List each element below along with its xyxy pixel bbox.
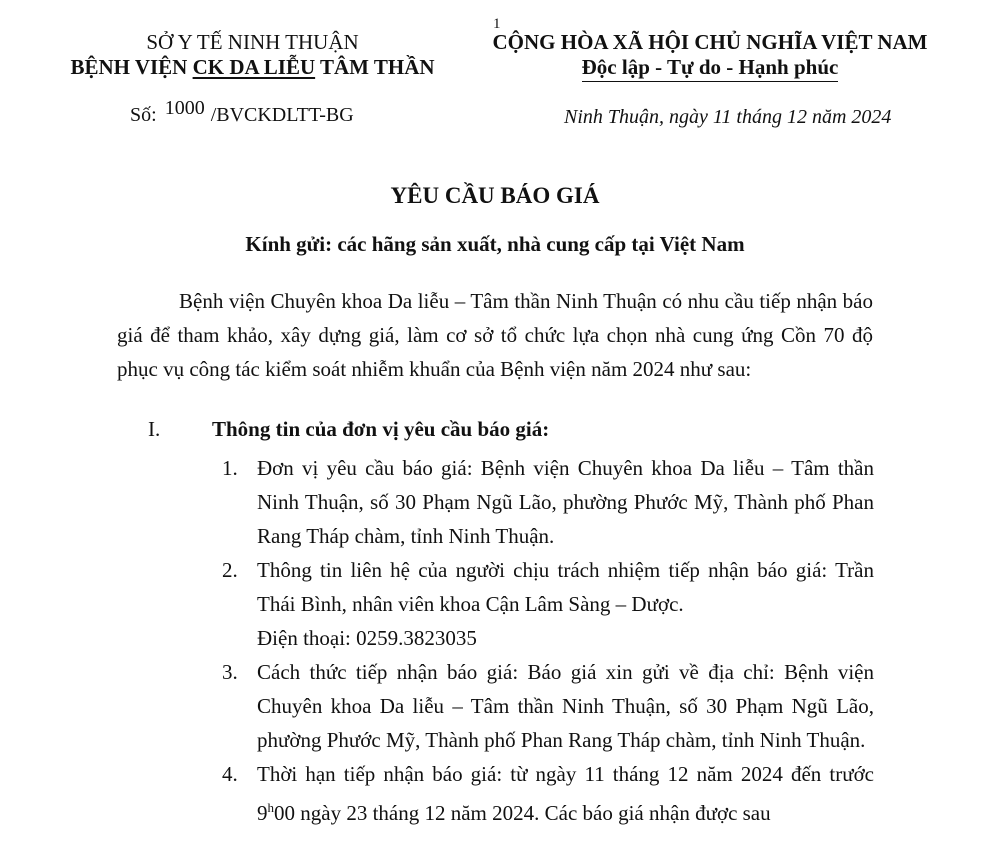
national-motto: Độc lập - Tự do - Hạnh phúc xyxy=(582,55,839,82)
agency-name: SỞ Y TẾ NINH THUẬN xyxy=(146,30,359,54)
hospital-name: BỆNH VIỆN CK DA LIỄU TÂM THẦN xyxy=(70,55,435,79)
national-header xyxy=(470,30,950,82)
section-number: I. xyxy=(148,417,161,441)
numbered-list xyxy=(222,451,874,830)
hospital-name-underlined: CK DA LIỄU xyxy=(192,55,316,79)
list-item: 1. Đơn vị yêu cầu báo giá: Bệnh viện Chuyên khoa Da liễu – Tâm thần Ninh Thuận, số 30 Phạm Ngũ Lão, phường Phước Mỹ, Thành phố Phan Rang Tháp chàm, tỉnh Ninh Thuận. xyxy=(222,456,874,548)
document-code: /BVCKDLTT-BG xyxy=(210,104,354,126)
nation-name: CỘNG HÒA XÃ HỘI CHỦ NGHĨA VIỆT NAM xyxy=(492,30,928,54)
document-number-value: 1000 xyxy=(164,97,205,119)
list-item: 3. Cách thức tiếp nhận báo giá: Báo giá xin gửi về địa chỉ: Bệnh viện Chuyên khoa Da liễu – Tâm thần Ninh Thuận, số 30 Phạm Ngũ Lão, phường Phước Mỹ, Thành phố Phan Rang Tháp chàm, tỉnh Ninh Thuận. xyxy=(222,660,874,752)
section-title: Thông tin của đơn vị yêu cầu báo giá: xyxy=(212,417,550,441)
issuing-agency-header xyxy=(40,30,465,80)
document-title: YÊU CẦU BÁO GIÁ xyxy=(390,183,600,208)
list-item: 4. Thời hạn tiếp nhận báo giá: từ ngày 11 tháng 12 năm 2024 đến trước 9$^h$00 ngày 23 tháng 12 năm 2024. Các báo giá nhận được sau xyxy=(222,762,874,825)
contact-phone: Điện thoại: 0259.3823035 xyxy=(257,626,477,650)
intro-paragraph: Bệnh viện Chuyên khoa Da liễu – Tâm thần Ninh Thuận có nhu cầu tiếp nhận báo giá để tham khảo, xây dựng giá, làm cơ sở tổ chức lựa chọn nhà cung ứng Cồn 70 độ phục vụ công tác kiểm soát nhiễm khuẩn của Bệnh viện năm 2024 như sau: xyxy=(117,289,873,381)
list-item: 2. Thông tin liên hệ của người chịu trách nhiệm tiếp nhận báo giá: Trần Thái Bình, nhân viên khoa Cận Lâm Sàng – Dược. Điện thoại: 0259.3823035 xyxy=(222,558,874,650)
recipient-line: Kính gửi: các hãng sản xuất, nhà cung cấp tại Việt Nam xyxy=(245,232,745,256)
section-heading xyxy=(148,417,549,442)
page-number: 1 xyxy=(493,16,501,32)
document-number: Số: 1000 /BVCKDLTT-BG xyxy=(130,97,354,126)
date-line: Ninh Thuận, ngày 11 tháng 12 năm 2024 xyxy=(564,106,892,128)
